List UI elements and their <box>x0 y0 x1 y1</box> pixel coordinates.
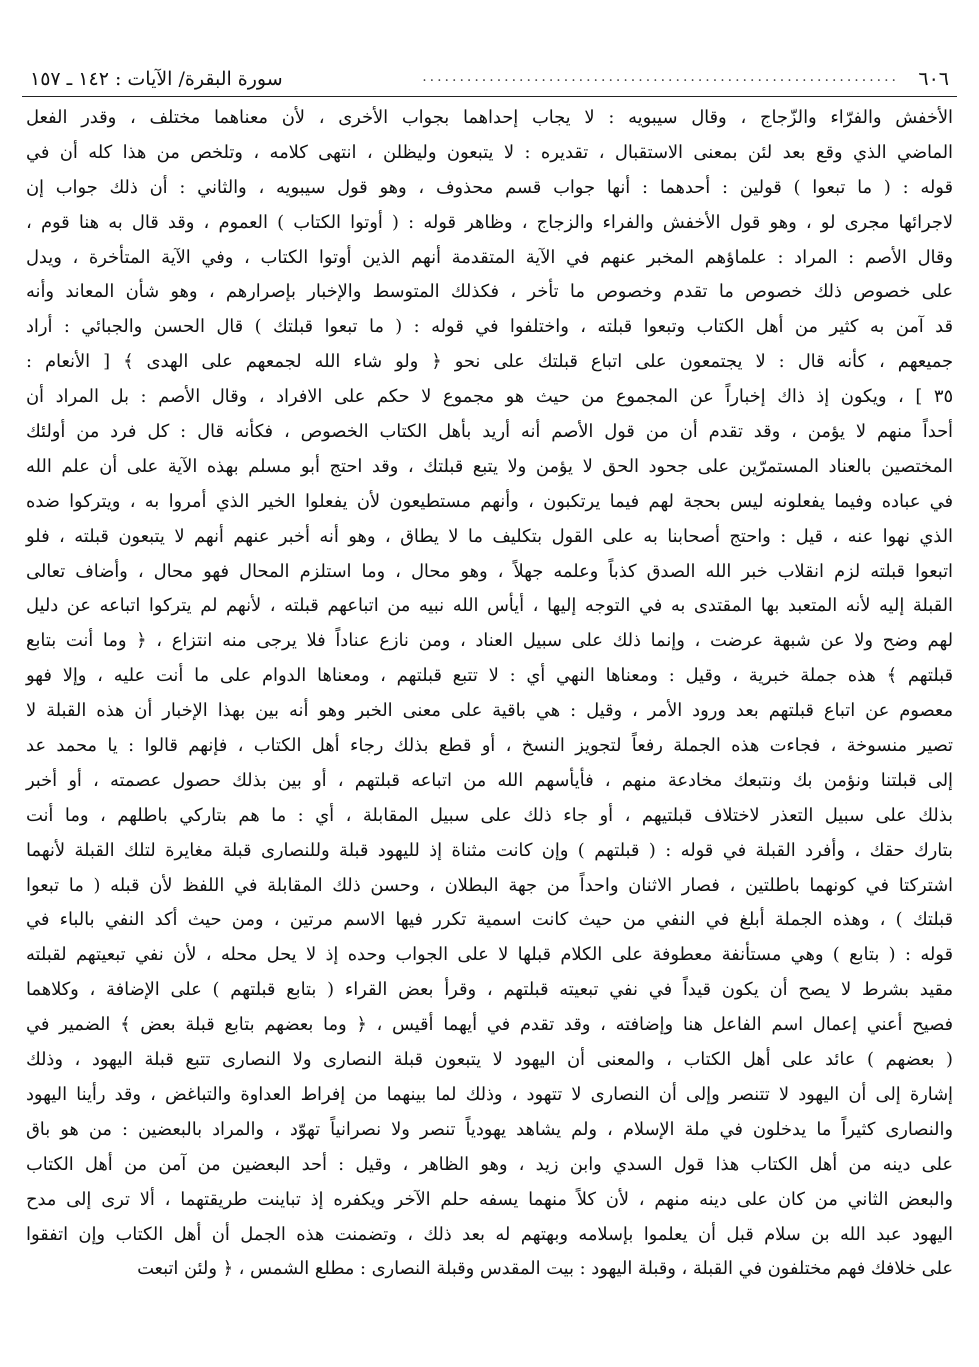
text-line: الذي نهوا عنه ، قيل : واحتج أصحابنا به على القول بتكليف ما لا يطاق ، وهو أنه أخبر عنهم أنهم لا يتبعون قبلته ، فلو <box>26 525 953 547</box>
text-line: بتارك حقك ، وأفرد القبلة في قوله : ( قبلتهم ) وإن كانت مثناة إذ لليهود قبلة وللنصارى قبلة مغايرة لتلك القبلة لأنهما <box>26 839 953 861</box>
book-page <box>22 62 957 1352</box>
text-line: ٣٥ ] ، ويكون إذ ذاك إخباراً عن المجموع من حيث هو مجموع لا حكم على الافراد ، وقال الأصم : بل المراد أن <box>26 386 953 408</box>
text-line: قوله : ( بتابع ) وهي مستأنفة معطوفة على الكلام قبلها لا على الجواب وحده إذ لا يحل محله ، لأن نفي تبعيتهم لقبلته <box>26 944 953 966</box>
text-line: لاجرائها مجرى لو ، وهو قول الأخفش والفراء والزجاج ، وظاهر قوله : ( أوتوا الكتاب ) العموم ، وقد قال به هنا قوم ، <box>26 211 953 233</box>
text-line: إشارة إلى أن اليهود لا تتنصر وإلى أن النصارى لا تتهود ، وذلك لما بينهما من إفراط العداوة والتباغض ، وقد رأينا اليهود <box>26 1083 953 1105</box>
running-title: سورة البقرة/ الآيات : ١٤٢ ـ ١٥٧ <box>30 68 283 90</box>
text-line: مقيد بشرط لا يصح أن يكون قيداً في نفي تبعيته قبلتهم ، وقرأ بعض القراء ( بتابع قبلتهم ) على الإضافة ، وكلاهما <box>26 979 953 1001</box>
text-line: والبعض الثاني من كان على دينه منهم ، لأن كلاً منهما يسفه حلم الآخر ويكفره إذ تباينت طريقتهما ، ألا ترى إلى مدح <box>26 1188 953 1210</box>
header-leader-dots: ................................................................ <box>422 69 899 85</box>
text-line: الأخفش والفرّاء والزّجاج ، وقال سيبويه : لا يجاب إحداهما بجواب الأخرى ، لأن معناهما مختلف ، وقدر الفعل <box>26 107 953 128</box>
text-line: الماضي الذي وقع بعد لئن بمعنى الاستقبال ، تقديره : لا يتبعون وليظلن ، انتهى كلامه ، وتلخص من هذا كله أن في <box>26 141 953 163</box>
text-line: أحداً منهم لا يؤمن ، وقد تقدم أن من قول الأصم أنه أريد بأهل الكتاب الخصوص ، فكأنه قال : كل فرد من أولئك <box>26 421 953 443</box>
text-line: بذلك على سبيل التعذر لاختلاف قبلتيهم ، أو جاء ذلك على سبيل المقابلة ، أي : ما هم بتاركي باطلهم ، وما أنت <box>26 804 953 826</box>
text-line: ( بعضهم ) عائد على أهل الكتاب ، والمعنى أن اليهود لا يتبعون قبلة النصارى ولا النصارى تتبع قبلة اليهود ، وذلك <box>26 1049 953 1071</box>
text-line: على خصوص ذلك خصوص ما تقدم وخصوص ما تأخر ، فكذلك المتوسط والإخبار بإصرارهم ، وهو شأن المعاند وأنه <box>26 281 953 303</box>
text-line: لهم وضح ولا عن شبهة عرضت ، وإنما ذلك على سبيل العناد ، ومن نازع عناداً فلا يرجى منه انتزاع ، ﴿ وما أنت بتابع <box>26 630 953 652</box>
text-line: على دينه من أهل الكتاب هذا قول السدي وابن زيد ، وهو الظاهر ، وقيل : أحد البعضين من آمن من أهل الكتاب <box>26 1153 953 1175</box>
text-line: اتبعوا قبلته لزم انقلاب خبر الله الصدق كذباً وعلمه جهلاً ، وهو محال ، وما استلزم المحال فهو محال ، وأضاف تعالى <box>26 560 953 582</box>
text-line: والنصارى كثيراً ما يدخلون في ملة الإسلام ، ولم يشاهد يهودياً تنصر ولا نصرانياً تهوّد ، والمراد بالبعضين : من هو باق <box>26 1118 953 1140</box>
text-line: قبلتك ) ، وهذه الجملة أبلغ في النفي من حيث كانت اسمية تكرر فيها الاسم مرتين ، ومن حيث أكد النفي بالباء في <box>26 909 953 931</box>
page-number: ٦٠٦ <box>918 68 949 90</box>
text-line: قوله : ( ما تبعوا ) قولين : أحدهما : أنها جواب قسم محذوف ، وهو قول سيبويه ، والثاني : أن ذلك جواب إن <box>26 176 953 198</box>
text-line: القبلة إليه لأنه المتعبد بها المقتدى به في التوجه إليها ، أيأس الله نبيه من اتباعهم قبلته ، لأنهم لم يتركوا اتباعه عن دليل <box>26 595 953 617</box>
text-line: فصيح أعني إعمال اسم الفاعل هنا وإضافته ، وقد تقدم في أيهما أقيس ، ﴿ وما بعضهم بتابع قبلة بعض ﴾ الضمير في <box>26 1014 953 1036</box>
text-line: اليهود عبد الله بن سلام قبل أن يعلموا بإسلامه وبهتهم له بعد ذلك ، وتضمنت هذه الجمل أن أهل الكتاب وإن اتفقوا <box>26 1223 953 1245</box>
page-body <box>22 101 957 1287</box>
text-line: اشتركتا في كونهما باطلتين ، فصار الاثنان واحداً من جهة البطلان ، وحسن ذلك المقابلة في اللفظ لأن قبله ( ما تبعوا <box>26 874 953 896</box>
text-line: قبلتهم ﴾ هذه جملة خبرية ، وقيل : ومعناها النهي أي : لا تتبع قبلتهم ، ومعناها الدوام على ما أنت عليه ، وإلا فهو <box>26 665 953 687</box>
text-line: معصوم عن اتباع قبلتهم بعد ورود الأمر ، وقيل : هي باقية على معنى الخبر وهو أنه بين بهذا الإخبار أن هذه القبلة لا <box>26 700 954 722</box>
text-line: في عباده وفيما يفعلونه ليس بحجة لهم فيما يرتكبون ، وأنهم مستطيعون لأن يفعلوا الخير الذي أمروا به ، ويتركوا ضده <box>26 490 953 512</box>
page-header <box>22 62 957 97</box>
text-line: قد آمن به كثير من أهل الكتاب وتبعوا قبلته ، واختلفوا في قوله : ( ما تبعوا قبلتك ) قال الحسن والجبائي : أراد <box>26 316 953 338</box>
text-line: جميعهم ، كأنه قال : لا يجتمعون على اتباع قبلتك على نحو ﴿ ولو شاء الله لجمعهم على الهدى ﴾ [ الأنعام : <box>26 351 953 373</box>
text-line: تصير منسوخة ، فجاءت هذه الجملة رفعاً لتجويز النسخ ، أو قطع بذلك رجاء أهل الكتاب ، فإنهم قالوا : يا محمد عد <box>26 735 953 757</box>
text-line: المختصين بالعناد المستمرّين على جحود الحق لا يؤمن ولا يتبع قبلتك ، وقد احتج أبو مسلم بهذه الآية على أن علم الله <box>26 455 953 477</box>
text-line: إلى قبلتنا ونؤمن بك ونتبعك مخادعة منهم ، فأيأسهم الله من اتباعه قبلتهم ، أو بين بذلك حصول عصمته ، أو أخبر <box>26 769 953 791</box>
text-line: على خلافك فهم مختلفون في القبلة ، وقبلة اليهود : بيت المقدس وقبلة النصارى : مطلع الشمس ، ﴿ ولئن اتبعت <box>137 1258 953 1280</box>
text-line: وقال الأصم : المراد : علماؤهم المخبر عنهم في الآية المتقدمة أنهم الذين أوتوا الكتاب ، وفي الآية المتأخرة ، ويدل <box>26 246 953 268</box>
